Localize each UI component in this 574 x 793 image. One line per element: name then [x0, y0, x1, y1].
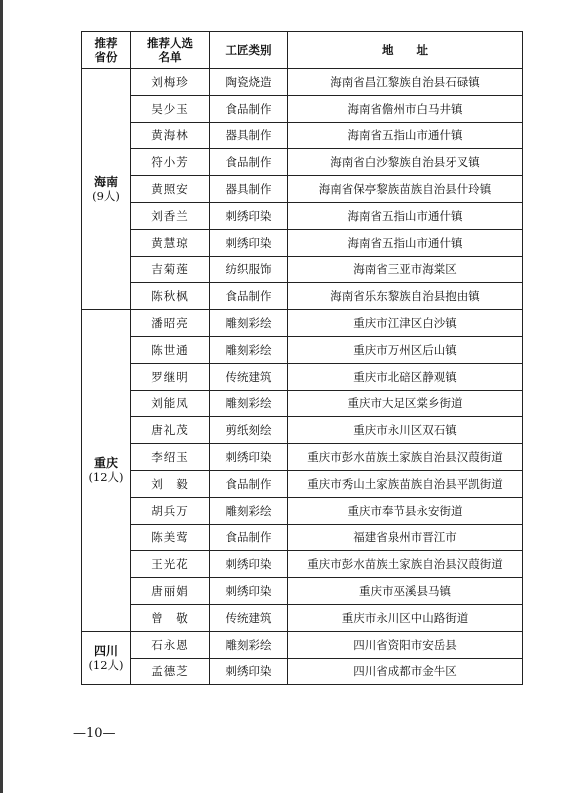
province-count: (12人) — [88, 470, 124, 485]
address-cell: 重庆市永川区双石镇 — [288, 417, 523, 444]
address-cell: 重庆市永川区中山路街道 — [288, 604, 523, 631]
candidate-name-cell: 李绍玉 — [131, 444, 210, 471]
address-cell: 四川省成都市金牛区 — [288, 658, 523, 685]
craft-category-cell: 纺织服饰 — [210, 256, 288, 283]
table-row — [82, 658, 523, 685]
province-count: (9人) — [92, 189, 120, 204]
table-row — [82, 524, 523, 551]
craft-category-cell: 刺绣印染 — [210, 229, 288, 256]
craft-category-cell: 雕刻彩绘 — [210, 310, 288, 337]
address-cell: 重庆市万州区后山镇 — [288, 336, 523, 363]
craft-category-cell: 传统建筑 — [210, 604, 288, 631]
candidate-name-cell: 曾 敬 — [131, 604, 210, 631]
table-row — [82, 551, 523, 578]
candidate-name-cell: 罗继明 — [131, 363, 210, 390]
address-cell: 重庆市彭水苗族土家族自治县汉葭街道 — [288, 444, 523, 471]
craft-category-cell: 食品制作 — [210, 283, 288, 310]
address-cell: 海南省三亚市海棠区 — [288, 256, 523, 283]
table-row — [82, 95, 523, 122]
table-row — [82, 69, 523, 96]
candidate-name-cell: 符小芳 — [131, 149, 210, 176]
address-cell: 重庆市奉节县永安街道 — [288, 497, 523, 524]
candidate-name-cell: 陈秋枫 — [131, 283, 210, 310]
craft-category-cell: 陶瓷烧造 — [210, 69, 288, 96]
address-cell: 海南省乐东黎族自治县抱由镇 — [288, 283, 523, 310]
candidate-name-cell: 王光花 — [131, 551, 210, 578]
craft-category-cell: 食品制作 — [210, 470, 288, 497]
table-row — [82, 283, 523, 310]
address-cell: 重庆市彭水苗族土家族自治县汉葭街道 — [288, 551, 523, 578]
province-count: (12人) — [88, 658, 124, 673]
table-row — [82, 578, 523, 605]
craft-category-cell: 刺绣印染 — [210, 551, 288, 578]
candidate-name-cell: 石永恩 — [131, 631, 210, 658]
craft-category-cell: 雕刻彩绘 — [210, 631, 288, 658]
province-name: 海南 — [93, 175, 118, 190]
address-cell: 重庆市江津区白沙镇 — [288, 310, 523, 337]
candidate-name-cell: 黄照安 — [131, 176, 210, 203]
address-cell: 海南省五指山市通什镇 — [288, 122, 523, 149]
candidate-name-cell: 黄慧琼 — [131, 229, 210, 256]
address-cell: 重庆市秀山土家族苗族自治县平凯街道 — [288, 470, 523, 497]
table-header-row — [82, 32, 523, 69]
craft-category-cell: 食品制作 — [210, 149, 288, 176]
table-row — [82, 470, 523, 497]
header-category: 工匠类别 — [210, 32, 288, 69]
province-cell — [82, 310, 131, 632]
address-cell: 重庆市巫溪县马镇 — [288, 578, 523, 605]
province-name: 重庆 — [93, 456, 118, 471]
craft-category-cell: 食品制作 — [210, 95, 288, 122]
craft-category-cell: 器具制作 — [210, 122, 288, 149]
table-row — [82, 202, 523, 229]
craft-category-cell: 雕刻彩绘 — [210, 497, 288, 524]
candidate-name-cell: 刘香兰 — [131, 202, 210, 229]
craft-category-cell: 刺绣印染 — [210, 444, 288, 471]
candidate-name-cell: 胡兵万 — [131, 497, 210, 524]
table-row — [82, 176, 523, 203]
candidate-name-cell: 刘梅珍 — [131, 69, 210, 96]
address-cell: 四川省资阳市安岳县 — [288, 631, 523, 658]
table-row — [82, 390, 523, 417]
candidate-name-cell: 唐丽娟 — [131, 578, 210, 605]
address-cell: 海南省五指山市通什镇 — [288, 229, 523, 256]
craft-category-cell: 剪纸刻绘 — [210, 417, 288, 444]
craftsmen-table — [81, 31, 523, 685]
table-row — [82, 497, 523, 524]
candidate-name-cell: 吉菊莲 — [131, 256, 210, 283]
craft-category-cell: 传统建筑 — [210, 363, 288, 390]
candidate-name-cell: 黄海林 — [131, 122, 210, 149]
header-address: 地 址 — [288, 32, 523, 69]
header-province: 推荐 省份 — [82, 32, 131, 69]
table-row — [82, 444, 523, 471]
craft-category-cell: 雕刻彩绘 — [210, 390, 288, 417]
province-cell — [82, 69, 131, 310]
address-cell: 海南省儋州市白马井镇 — [288, 95, 523, 122]
table-row — [82, 122, 523, 149]
address-cell: 重庆市北碚区静观镇 — [288, 363, 523, 390]
page-edge-shadow — [0, 0, 3, 793]
candidate-name-cell: 潘昭亮 — [131, 310, 210, 337]
craft-category-cell: 食品制作 — [210, 524, 288, 551]
craft-category-cell: 刺绣印染 — [210, 202, 288, 229]
table-row — [82, 604, 523, 631]
table-row — [82, 417, 523, 444]
address-cell: 海南省五指山市通什镇 — [288, 202, 523, 229]
craft-category-cell: 雕刻彩绘 — [210, 336, 288, 363]
table-row — [82, 336, 523, 363]
candidate-name-cell: 唐礼茂 — [131, 417, 210, 444]
candidate-name-cell: 吴少玉 — [131, 95, 210, 122]
province-name: 四川 — [93, 644, 118, 659]
table-row — [82, 363, 523, 390]
address-cell: 福建省泉州市晋江市 — [288, 524, 523, 551]
candidate-name-cell: 刘 毅 — [131, 470, 210, 497]
province-cell — [82, 631, 131, 685]
table-row — [82, 149, 523, 176]
address-cell: 海南省保亭黎族苗族自治县什玲镇 — [288, 176, 523, 203]
address-cell: 海南省白沙黎族自治县牙叉镇 — [288, 149, 523, 176]
candidate-name-cell: 刘能凤 — [131, 390, 210, 417]
candidate-name-cell: 陈美莺 — [131, 524, 210, 551]
table-row — [82, 256, 523, 283]
header-candidate: 推荐人选 名单 — [131, 32, 210, 69]
craft-category-cell: 器具制作 — [210, 176, 288, 203]
craft-category-cell: 刺绣印染 — [210, 658, 288, 685]
page-number: —10— — [73, 726, 116, 741]
candidate-name-cell: 孟德芝 — [131, 658, 210, 685]
craft-category-cell: 刺绣印染 — [210, 578, 288, 605]
table-row — [82, 310, 523, 337]
candidate-name-cell: 陈世通 — [131, 336, 210, 363]
address-cell: 海南省昌江黎族自治县石碌镇 — [288, 69, 523, 96]
address-cell: 重庆市大足区棠乡街道 — [288, 390, 523, 417]
table-row — [82, 229, 523, 256]
table-row — [82, 631, 523, 658]
